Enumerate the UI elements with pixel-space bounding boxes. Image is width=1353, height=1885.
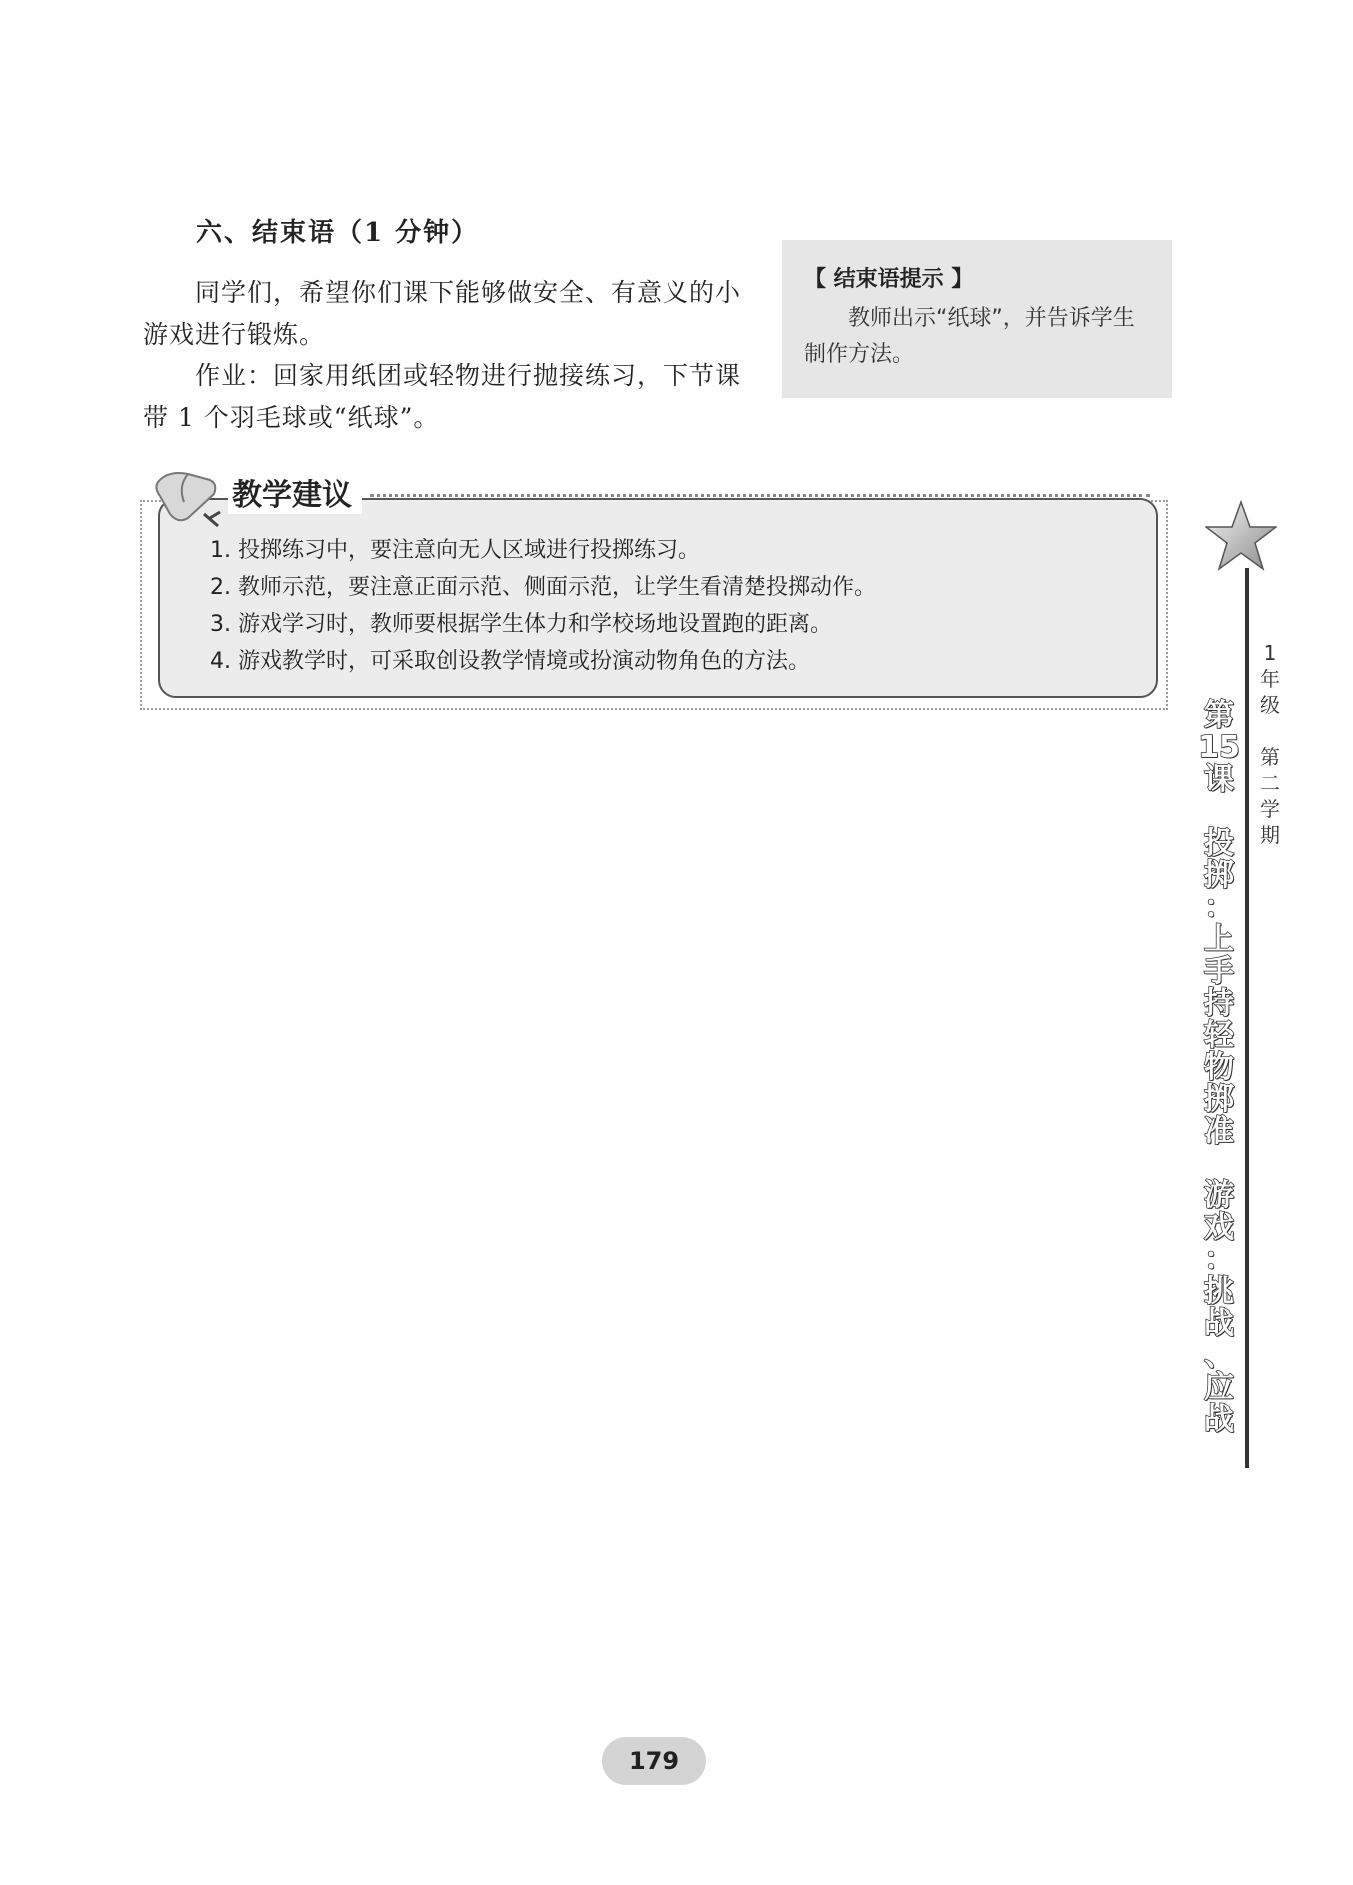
lesson-char: 掷 <box>1204 1082 1234 1117</box>
lesson-title <box>1196 700 1242 1436</box>
teaching-advice-panel <box>140 440 1170 715</box>
grade-label <box>1255 640 1285 848</box>
advice-item: 1. 投掷练习中，要注意向无人区域进行投掷练习。 <box>210 538 700 563</box>
lesson-char: 挑 <box>1204 1274 1234 1309</box>
grade-char: 二 <box>1260 771 1280 795</box>
advice-list <box>210 532 876 680</box>
lesson-char: 上 <box>1204 922 1234 957</box>
lesson-char: 持 <box>1204 986 1234 1021</box>
lesson-char: 投 <box>1204 826 1234 861</box>
closing-paragraph: 同学们，希望你们课下能够做安全、有意义的小游戏进行锻炼。 <box>143 278 742 349</box>
grade-char: 1 <box>1263 641 1277 665</box>
lesson-char: 课 <box>1204 762 1234 797</box>
lesson-char: 戏 <box>1204 1210 1234 1245</box>
grade-char: 学 <box>1260 797 1280 821</box>
advice-item: 2. 教师示范，要注意正面示范、侧面示范，让学生看清楚投掷动作。 <box>210 575 876 600</box>
sidebar-rule <box>1245 568 1249 1468</box>
lesson-char <box>1196 796 1242 828</box>
grade-char: 级 <box>1260 693 1280 717</box>
advice-title: 教学建议 <box>228 470 362 514</box>
lesson-char: ： <box>1204 1242 1234 1277</box>
lesson-char: 游 <box>1204 1178 1234 1213</box>
star-icon <box>1205 500 1277 572</box>
grade-char: 期 <box>1260 823 1280 847</box>
lesson-char: 物 <box>1204 1050 1234 1085</box>
grade-char: 年 <box>1260 667 1280 691</box>
lesson-char: 应 <box>1204 1370 1234 1405</box>
lesson-char: 第 <box>1204 698 1234 733</box>
lesson-char: 掷 <box>1204 858 1234 893</box>
page-number: 179 <box>602 1737 706 1785</box>
tip-title: 【 结束语提示 】 <box>804 267 974 292</box>
advice-item: 3. 游戏学习时，教师要根据学生体力和学校场地设置跑的距离。 <box>210 612 832 637</box>
advice-item: 4. 游戏教学时，可采取创设教学情境或扮演动物角色的方法。 <box>210 649 810 674</box>
lesson-char: 轻 <box>1204 1018 1234 1053</box>
scroll-icon <box>148 462 228 532</box>
lesson-char: ： <box>1204 890 1234 925</box>
lesson-char: 战 <box>1204 1402 1234 1437</box>
grade-char <box>1255 718 1285 744</box>
homework-paragraph: 作业：回家用纸团或轻物进行抛接练习，下节课带 1 个羽毛球或“纸球”。 <box>143 361 742 432</box>
lesson-char: 、 <box>1204 1338 1234 1373</box>
lesson-char: 手 <box>1204 954 1234 989</box>
lesson-char: 准 <box>1204 1114 1234 1149</box>
grade-char: 第 <box>1260 745 1280 769</box>
lesson-char: 战 <box>1204 1306 1234 1341</box>
section-heading: 六、结束语（1 分钟） <box>196 218 480 248</box>
advice-title-dots <box>370 494 1150 497</box>
lesson-char <box>1196 1148 1242 1180</box>
tip-body: 教师出示“纸球”，并告诉学生制作方法。 <box>804 306 1135 367</box>
lesson-char: 15 <box>1198 730 1240 765</box>
tip-box <box>782 240 1172 398</box>
